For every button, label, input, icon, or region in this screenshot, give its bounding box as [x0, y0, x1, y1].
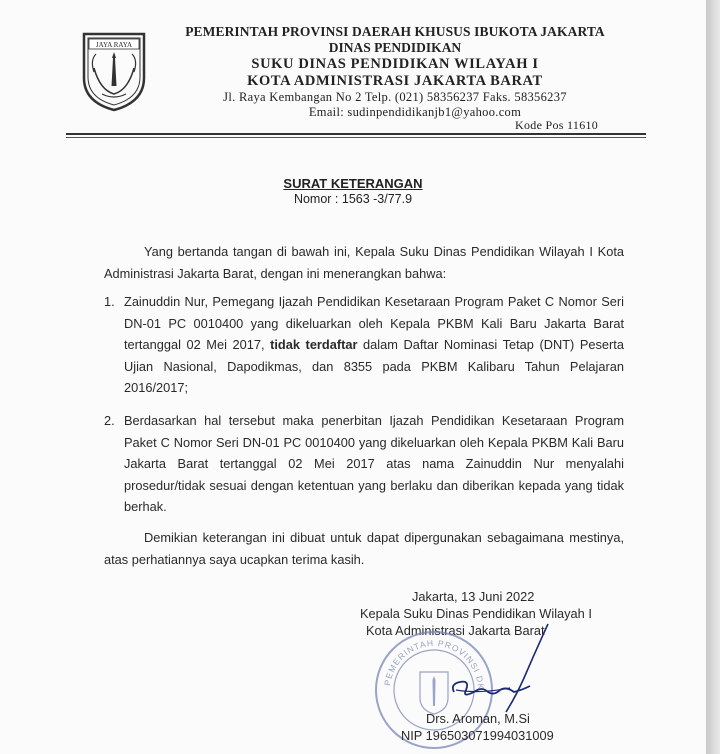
document-number: Nomor : 1563 -3/77.9 [293, 192, 413, 206]
handwritten-signature [440, 620, 560, 720]
letterhead-line4: KOTA ADMINISTRASI JAKARTA BARAT [247, 73, 543, 89]
letterhead-divider-thin [66, 137, 646, 138]
letterhead-line1: PEMERINTAH PROVINSI DAERAH KHUSUS IBUKOTA JAKARTA [185, 24, 605, 39]
letterhead [160, 24, 630, 120]
signature-place-date: Jakarta, 13 Juni 2022 [412, 589, 535, 604]
letterhead-email: Email: sudinpendidikanjb1@yahoo.com [308, 105, 522, 119]
closing-paragraph: Demikian keterangan ini dibuat untuk dapat dipergunakan sebagaimana mestinya, atas perhatiannya saya ucapkan terima kasih. [104, 530, 624, 567]
letterhead-line2: DINAS PENDIDIKAN [328, 40, 462, 55]
logo-motto-text: JAYA RAYA [95, 41, 133, 49]
item1-text-before: Zainuddin Nur, Pemegang Ijazah Pendidikan Kesetaraan Program Paket C Nomor Seri DN-01 PC 0010400 yang dikeluarkan oleh Kepala PKBM Kali Baru Jakarta Barat tertanggal 02 Mei 2017, [124, 294, 624, 352]
opening-paragraph: Yang bertanda tangan di bawah ini, Kepala Suku Dinas Pendidikan Wilayah I Kota Administrasi Jakarta Barat, dengan ini menerangkan bahwa: [104, 244, 624, 281]
stamp-text: PEMERINTAH PROVINSI DK [382, 637, 487, 691]
letterhead-divider [66, 133, 646, 135]
item1-text-bold: tidak terdaftar [270, 337, 358, 352]
item1-text-after: dalam Daftar Nominasi Tetap (DNT) Peserta Ujian Nasional, Dapodikmas, dan 8355 pada PKBM Kalibaru Tahun Pelajaran 2016/2017; [124, 337, 624, 395]
postal-code: Kode Pos 11610 [515, 118, 599, 132]
signatory-nip: NIP 196503071994031009 [401, 728, 554, 743]
signatory-name: Drs. Aroman, M.Si [426, 711, 530, 726]
document-title: SURAT KETERANGAN [283, 176, 423, 191]
letterhead-line3: SUKU DINAS PENDIDIKAN WILAYAH I [251, 56, 539, 72]
signature-position-line2: Kota Administrasi Jakarta Barat [366, 623, 545, 638]
letterhead-address: Jl. Raya Kembangan No 2 Telp. (021) 58356237 Faks. 58356237 [223, 90, 567, 104]
item2-number: 2. [104, 413, 115, 428]
signature-position-line1: Kepala Suku Dinas Pendidikan Wilayah I [360, 606, 592, 621]
item2-paragraph: Berdasarkan hal tersebut maka penerbitan Ijazah Pendidikan Kesetaraan Program Paket C Nomor Seri DN-01 PC 0010400 yang dikeluarkan oleh Kepala PKBM Kali Baru Jakarta Barat tertanggal 02 Mei 2017 atas nama Zainuddin Nur menyalahi prosedur/tidak sesuai dengan ketentuan yang berlaku dan diberikan kepada yang tidak berhak. [124, 413, 624, 514]
page-edge-shadow [706, 0, 720, 754]
jakarta-emblem-logo [80, 28, 148, 112]
item1-paragraph [124, 291, 624, 399]
item1-number: 1. [104, 294, 115, 309]
